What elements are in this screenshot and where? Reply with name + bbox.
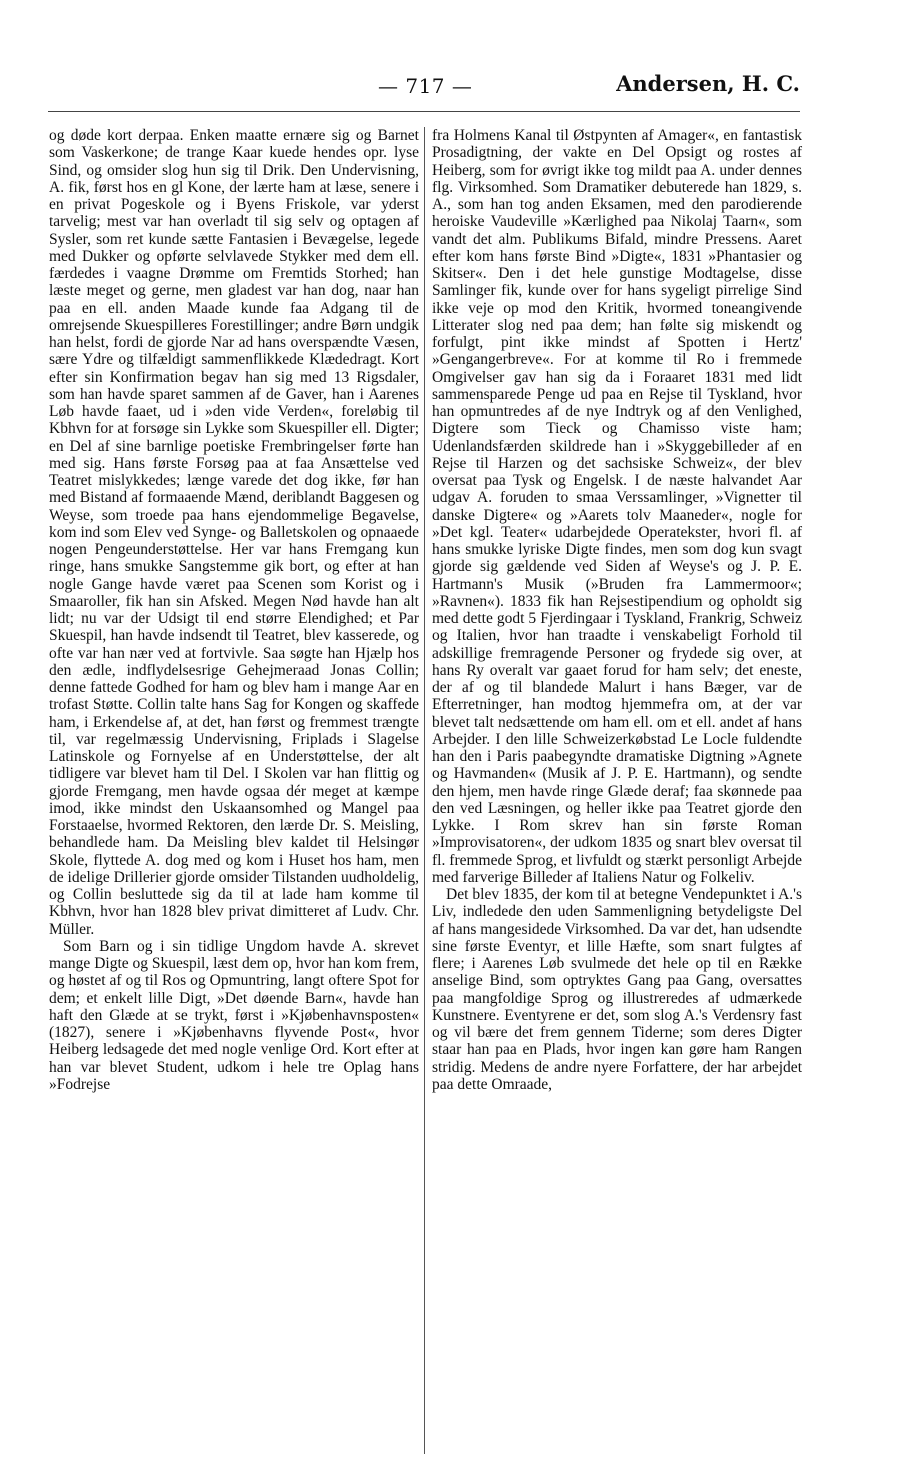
- left-column: [49, 127, 419, 1093]
- running-head: Andersen, H. C.: [616, 71, 800, 96]
- paragraph: fra Holmens Kanal til Østpynten af Amager«, en fantastisk Prosadigtning, der vakte en Del Opsigt og rostes af Heiberg, som for øvrigt ikke tog mildt paa A. under dennes flg. Virksomhed. Som Dramatiker debuterede han 1829, s. A., som han tog anden Eksamen, med den parodierende heroiske Vaudeville »Kærlighed paa Nikolaj Taarn«, som vandt det alm. Publikums Bifald, mindre Pressens. Aaret efter kom hans første Bind »Digte«, 1831 »Phantasier og Skitser«. Den i det hele gunstige Modtagelse, disse Samlinger fik, kunde over for hans sygeligt pirrelige Sind ikke veje op mod den Kritik, hvormed toneangivende Litterater slog ned paa dem; han følte sig miskendt og forfulgt, pint ikke mindst af Spotten i Hertz' »Gengangerbreve«. For at komme til Ro i fremmede Omgivelser gav han sig da i Foraaret 1831 med lidt sammensparede Penge ud paa en Rejse til Tyskland, hvor han opmuntredes af de nye Indtryk og af den Venlighed, Digtere som Tieck og Chamisso viste ham; Udenlandsfærden skildrede han i »Skyggebilleder af en Rejse til Harzen og det sachsiske Schweiz«, der blev oversat paa Tysk og Engelsk. I de næste halvandet Aar udgav A. foruden to smaa Verssamlinger, »Vignetter til danske Digtere« og »Aarets tolv Maaneder«, nogle for »Det kgl. Teater« udarbejdede Operatekster, hvori fl. af hans smukke lyriske Digte findes, men som dog kun svagt gjorde sig gældende ved Siden af Weyse's og J. P. E. Hartmann's Musik (»Bruden fra Lammermoor«; »Ravnen«). 1833 fik han Rejsestipendium og opholdt sig med dette godt 5 Fjerdingaar i Tyskland, Frankrig, Schweiz og Italien, hvor han traadte i venskabeligt Forhold til adskillige fremragende Personer og frydede sig over, at hans Ry overalt var gaaet forud for ham selv; det eneste, der af og til blandede Malurt i hans Bæger, var de Efterretninger, han modtog hjemmefra om, at der var blevet talt nedsættende om ham ell. om et ell. andet af hans Arbejder. I den lille Schweizerkøbstad Le Locle fuldendte han den i Paris paabegyndte dramatiske Digtning »Agnete og Havmanden« (Musik af J. P. E. Hartmann), og sendte den hjem, men havde ringe Glæde deraf; faa skønnede paa den ved Læsningen, og heller ikke paa Teatret gjorde den Lykke. I Rom skrev han sin første Roman »Improvisatoren«, der udkom 1835 og snart blev oversat til fl. fremmede Sprog, et livfuldt og stærkt personligt Arbejde med farverige Billeder af Italiens Natur og Folkeliv.: [432, 127, 802, 886]
- paragraph: og døde kort derpaa. Enken maatte ernære sig og Barnet som Vaskerkone; de trange Kaar kuede hendes opr. lyse Sind, og omsider slog hun sig til Drik. Den Undervisning, A. fik, først hos en gl Kone, der lærte ham at læse, senere i en privat Pogeskole og i Byens Friskole, var yderst tarvelig; mest var han overladt til sig selv og optagen af Sysler, som ret kunde sætte Fantasien i Bevægelse, legede med Dukker og opførte selvlavede Stykker med dem ell. færdedes i vaagne Drømme om Fremtids Storhed; han læste meget og gerne, men gladest var han dog, naar han paa en ell. anden Maade kunde faa Adgang til de omrejsende Skuespilleres Forestillinger; andre Børn undgik han helst, fordi de gjorde Nar ad hans overspændte Væsen, sære Ydre og tilfældigt sammenflikkede Klædedragt. Kort efter sin Konfirmation begav han sig med 13 Rigsdaler, som han havde sparet sammen af de Gaver, han i Aarenes Løb havde faaet, ud i »den vide Verden«, foreløbig til Kbhvn for at forsøge sin Lykke som Skuespiller ell. Digter; en Del af sine barnlige poetiske Frembringelser førte han med sig. Hans første Forsøg paa at faa Ansættelse ved Teatret mislykkedes; længe varede det dog ikke, før han med Bistand af formaaende Mænd, deriblandt Baggesen og Weyse, som troede paa hans ejendommelige Begavelse, kom ind som Elev ved Synge- og Balletskolen og opnaaede nogen Pengeunderstøttelse. Her var hans Fremgang kun ringe, hans smukke Sangstemme gik bort, og efter at han nogle Gange havde været paa Scenen som Korist og i Smaaroller, fik han sin Afsked. Megen Nød havde han alt lidt; nu var der Udsigt til end større Elendighed; et Par Skuespil, han havde indsendt til Teatret, blev kasserede, og ofte var han nær ved at fortvivle. Saa søgte han Hjælp hos den ædle, indflydelsesrige Gehejmeraad Jonas Collin; denne fattede Godhed for ham og blev ham i mange Aar en trofast Støtte. Collin talte hans Sag for Kongen og skaffede ham, i Erkendelse af, at det, han først og fremmest trængte til, var regelmæssig Undervisning, Friplads i Slagelse Latinskole og Fornyelse af en Understøttelse, der alt tidligere var blevet ham til Del. I Skolen var han flittig og gjorde Fremgang, men havde ogsaa dér meget at kæmpe imod, ikke mindst den Uskaansomhed og Mangel paa Forstaaelse, hvormed Rektoren, den lærde Dr. S. Meisling, behandlede ham. Da Meisling blev kaldet til Helsingør Skole, flyttede A. dog med og kom i Huset hos ham, men de idelige Drillerier gjorde omsider Tilstanden uudholdelig, og Collin besluttede sig da til at lade ham komme til Kbhvn, hvor han 1828 blev privat dimitteret af Ludv. Chr. Müller.: [49, 127, 419, 938]
- paragraph: Som Barn og i sin tidlige Ungdom havde A. skrevet mange Digte og Skuespil, læst dem op, hvor han kom frem, og høstet af og til Ros og Opmuntring, langt oftere Spot for dem; et enkelt lille Digt, »Det døende Barn«, havde han haft den Glæde at se trykt, først i »Kjøbenhavnsposten« (1827), senere i »Kjøbenhavns flyvende Post«, hvor Heiberg ledsagede det med nogle venlige Ord. Kort efter at han var blevet Student, udkom i hele tre Oplag hans »Fodrejse: [49, 937, 419, 1093]
- right-column: [432, 127, 802, 1093]
- page-header: [48, 64, 800, 104]
- paragraph: Det blev 1835, der kom til at betegne Vendepunktet i A.'s Liv, indledede den uden Sammenligning betydeligste Del af hans mangesidede Virksomhed. Da var det, han udsendte sine første Eventyr, et lille Hæfte, som snart fulgtes af flere; i Aarenes Løb svulmede det hele op til en Række anselige Bind, som optryktes Gang paa Gang, oversattes paa mangfoldige Sprog og illustreredes af udmærkede Kunstnere. Eventyrene er det, som slog A.'s Verdensry fast og vil bære det frem gennem Tiderne; som deres Digter staar han paa en Plads, hvor ingen kan gøre ham Rangen stridig. Medens de andre nyere Forfattere, der har arbejdet paa dette Omraade,: [432, 886, 802, 1093]
- column-divider: [424, 127, 425, 1454]
- page-number: — 717 —: [378, 74, 473, 98]
- header-rule: [48, 111, 800, 112]
